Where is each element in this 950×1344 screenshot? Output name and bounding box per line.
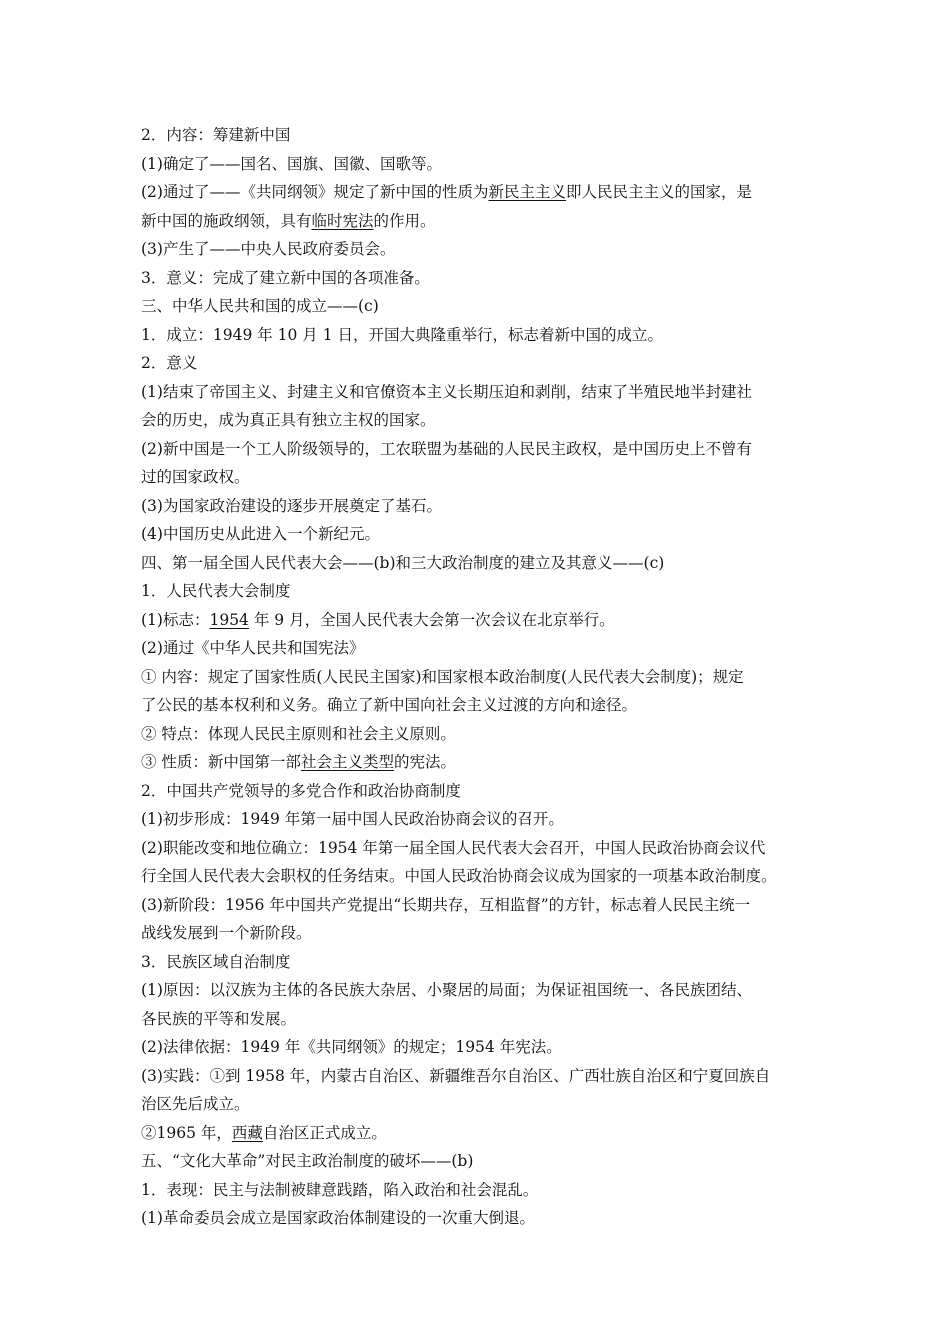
line-text: 的作用。 (373, 211, 436, 230)
line-text: 即人民民主主义的国家，是 (565, 183, 752, 201)
text-line (141, 492, 821, 521)
text-line (141, 1062, 821, 1091)
line-text: 2．中国共产党领导的多党合作和政治协商制度 (141, 781, 461, 800)
text-line (141, 549, 821, 578)
line-text: 1．成立：1949 年 10 月 1 日，开国大典隆重举行，标志着新中国的成立。 (141, 325, 664, 344)
text-line (141, 948, 821, 977)
line-text: (1)初步形成：1949 年第一届中国人民政治协商会议的召开。 (141, 810, 564, 828)
text-line (141, 748, 821, 777)
text-line (141, 919, 821, 948)
line-text: 三、中华人民共和国的成立——(c) (141, 297, 379, 315)
line-text: (2)通过了——《共同纲领》规定了新中国的性质为 (141, 183, 489, 201)
line-text: 行全国人民代表大会职权的任务结束。中国人民政治协商会议成为国家的一项基本政治制度。 (141, 867, 777, 885)
line-text: 1．表现：民主与法制被肆意践踏，陷入政治和社会混乱。 (141, 1180, 539, 1199)
text-line (141, 406, 821, 435)
text-line (141, 777, 821, 806)
line-text: 四、第一届全国人民代表大会——(b)和三大政治制度的建立及其意义——(c) (141, 553, 665, 572)
text-line (141, 691, 821, 720)
underlined-term: 1954 (209, 610, 249, 629)
text-line (141, 720, 821, 749)
line-text: (3)实践：①到 1958 年，内蒙古自治区、新疆维吾尔自治区、广西壮族自治区和宁夏回族自 (141, 1066, 771, 1085)
text-line (141, 178, 821, 207)
text-line (141, 606, 821, 635)
line-text: 的宪法。 (393, 753, 456, 771)
line-text: 3．民族区域自治制度 (141, 952, 291, 971)
line-text: 治区先后成立。 (141, 1095, 250, 1113)
underlined-term: 西藏 (231, 1123, 263, 1142)
text-line (141, 862, 821, 891)
text-line (141, 663, 821, 692)
line-text: (2)新中国是一个工人阶级领导的，工农联盟为基础的人民民主政权，是中国历史上不曾有 (141, 439, 752, 458)
text-line (141, 834, 821, 863)
text-line (141, 1147, 821, 1176)
text-line (141, 463, 821, 492)
text-line (141, 264, 821, 293)
text-line (141, 321, 821, 350)
text-line (141, 1204, 821, 1233)
line-text: (2)法律依据：1949 年《共同纲领》的规定；1954 年宪法。 (141, 1038, 562, 1056)
underlined-term: 临时宪法 (311, 211, 374, 230)
text-line (141, 577, 821, 606)
text-line (141, 1033, 821, 1062)
line-text: 3．意义：完成了建立新中国的各项准备。 (141, 268, 430, 287)
text-line (141, 435, 821, 464)
line-text: ③ 性质：新中国第一部 (141, 753, 301, 771)
line-text: ② 特点：体现人民民主原则和社会主义原则。 (141, 724, 456, 743)
line-text: 自治区正式成立。 (262, 1123, 387, 1142)
text-line (141, 520, 821, 549)
line-text: 1．人民代表大会制度 (141, 582, 291, 600)
text-line (141, 349, 821, 378)
line-text: (1)原因：以汉族为主体的各民族大杂居、小聚居的局面；为保证祖国统一、各民族团结、 (141, 981, 752, 999)
line-text: (1)确定了——国名、国旗、国徽、国歌等。 (141, 154, 442, 173)
line-text: 了公民的基本权利和义务。确立了新中国向社会主义过渡的方向和途径。 (141, 696, 638, 714)
line-text: 2．内容：筹建新中国 (141, 126, 291, 144)
document-body (141, 121, 821, 1233)
line-text: 会的历史，成为真正具有独立主权的国家。 (141, 411, 436, 429)
line-text: (2)职能改变和地位确立：1954 年第一届全国人民代表大会召开，中国人民政治协商会议代 (141, 838, 766, 857)
underlined-term: 新民主主义 (488, 183, 566, 201)
line-text: (1)革命委员会成立是国家政治体制建设的一次重大倒退。 (141, 1209, 535, 1227)
line-text: 各民族的平等和发展。 (141, 1009, 297, 1028)
text-line (141, 378, 821, 407)
text-line (141, 1119, 821, 1148)
text-line (141, 207, 821, 236)
text-line (141, 292, 821, 321)
text-line (141, 634, 821, 663)
text-line (141, 121, 821, 150)
line-text: ②1965 年， (141, 1123, 232, 1142)
underlined-term: 社会主义类型 (300, 753, 394, 771)
text-line (141, 1090, 821, 1119)
text-line (141, 805, 821, 834)
line-text: (3)新阶段：1956 年中国共产党提出“长期共存，互相监督”的方针，标志着人民民主统一 (141, 895, 751, 914)
line-text: 战线发展到一个新阶段。 (141, 924, 312, 942)
line-text: (3)为国家政治建设的逐步开展奠定了基石。 (141, 496, 442, 515)
line-text: (1)标志： (141, 610, 210, 629)
text-line (141, 150, 821, 179)
text-line (141, 891, 821, 920)
line-text: 过的国家政权。 (141, 468, 250, 486)
line-text: 年 9 月，全国人民代表大会第一次会议在北京举行。 (248, 610, 615, 629)
line-text: (4)中国历史从此进入一个新纪元。 (141, 525, 380, 543)
line-text: (1)结束了帝国主义、封建主义和官僚资本主义长期压迫和剥削，结束了半殖民地半封建社 (141, 382, 752, 401)
text-line (141, 235, 821, 264)
text-line (141, 1176, 821, 1205)
line-text: ① 内容：规定了国家性质(人民民主国家)和国家根本政治制度(人民代表大会制度)；规定 (141, 667, 744, 686)
line-text: (3)产生了——中央人民政府委员会。 (141, 240, 396, 258)
line-text: 2．意义 (141, 354, 198, 372)
text-line (141, 1005, 821, 1034)
text-line (141, 976, 821, 1005)
line-text: 五、“文化大革命”对民主政治制度的破坏——(b) (141, 1152, 474, 1170)
line-text: (2)通过《中华人民共和国宪法》 (141, 639, 365, 657)
line-text: 新中国的施政纲领，具有 (141, 211, 312, 230)
